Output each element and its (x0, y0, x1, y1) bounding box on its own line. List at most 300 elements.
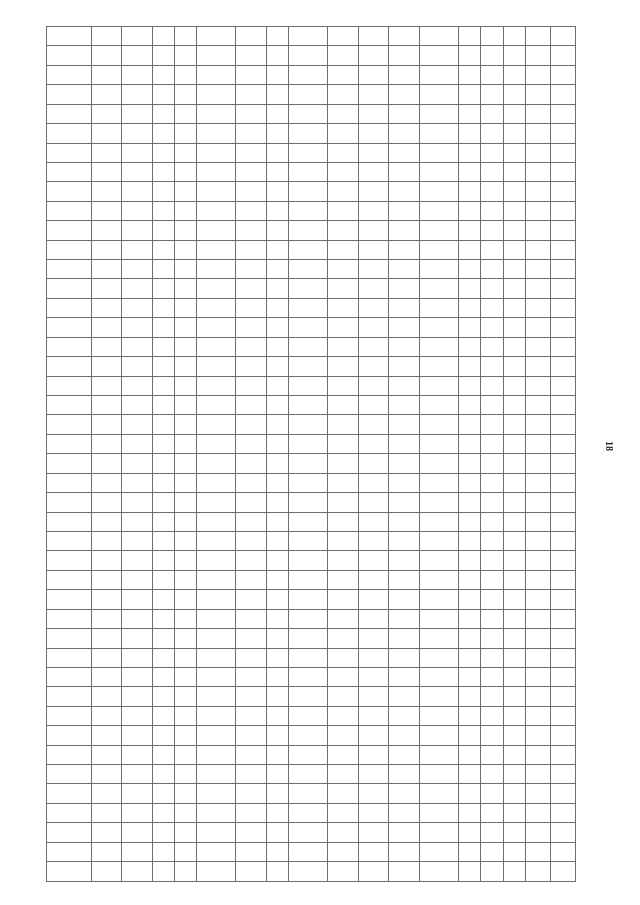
table-cell (481, 862, 503, 882)
table-cell (328, 221, 359, 240)
table-cell (152, 337, 174, 356)
table-cell (266, 124, 288, 143)
table-cell (122, 279, 153, 298)
table-cell (525, 27, 550, 46)
table-cell (503, 240, 525, 259)
table-cell (525, 434, 550, 453)
table-cell (152, 803, 174, 822)
table-cell (389, 706, 420, 725)
table-cell (122, 570, 153, 589)
table-cell (459, 512, 481, 531)
table-cell (420, 531, 459, 550)
table-cell (389, 162, 420, 181)
table-cell (481, 434, 503, 453)
table-cell (122, 46, 153, 65)
table-cell (91, 124, 122, 143)
table-cell (289, 376, 328, 395)
table-cell (420, 396, 459, 415)
table-cell (525, 551, 550, 570)
table-cell (459, 201, 481, 220)
table-cell (122, 221, 153, 240)
table-cell (197, 104, 236, 123)
table-cell (328, 279, 359, 298)
table-cell (289, 609, 328, 628)
table-cell (236, 143, 267, 162)
table-cell (420, 318, 459, 337)
table-cell (389, 240, 420, 259)
table-cell (236, 182, 267, 201)
table-cell (236, 551, 267, 570)
table-cell (47, 609, 92, 628)
table-cell (122, 823, 153, 842)
table-cell (389, 629, 420, 648)
table-cell (358, 745, 389, 764)
table-cell (358, 143, 389, 162)
table-cell (266, 182, 288, 201)
table-cell (459, 221, 481, 240)
table-cell (197, 862, 236, 882)
table-cell (91, 279, 122, 298)
table-cell (550, 551, 575, 570)
table-cell (266, 551, 288, 570)
table-cell (389, 667, 420, 686)
table-cell (389, 376, 420, 395)
table-cell (289, 551, 328, 570)
table-cell (503, 27, 525, 46)
table-cell (47, 279, 92, 298)
table-cell (152, 162, 174, 181)
table-cell (175, 27, 197, 46)
table-cell (420, 46, 459, 65)
table-cell (47, 260, 92, 279)
table-cell (503, 221, 525, 240)
table-cell (328, 124, 359, 143)
table-cell (266, 318, 288, 337)
table-cell (550, 726, 575, 745)
table-cell (525, 590, 550, 609)
table-cell (358, 473, 389, 492)
table-cell (550, 629, 575, 648)
table-cell (266, 823, 288, 842)
table-cell (289, 143, 328, 162)
table-cell (503, 46, 525, 65)
table-cell (152, 201, 174, 220)
table-row (47, 415, 576, 434)
table-cell (197, 570, 236, 589)
table-cell (175, 687, 197, 706)
table-cell (525, 415, 550, 434)
table-cell (175, 667, 197, 686)
table-cell (328, 687, 359, 706)
table-cell (152, 745, 174, 764)
table-cell (358, 570, 389, 589)
table-cell (289, 454, 328, 473)
table-cell (459, 667, 481, 686)
table-cell (503, 318, 525, 337)
table-cell (175, 201, 197, 220)
table-cell (197, 298, 236, 317)
table-cell (175, 745, 197, 764)
table-cell (152, 143, 174, 162)
table-cell (47, 124, 92, 143)
table-cell (197, 357, 236, 376)
table-cell (197, 726, 236, 745)
table-cell (122, 454, 153, 473)
table-cell (550, 279, 575, 298)
table-row (47, 279, 576, 298)
table-cell (289, 842, 328, 861)
table-row (47, 104, 576, 123)
table-cell (481, 570, 503, 589)
table-cell (289, 260, 328, 279)
table-cell (525, 376, 550, 395)
table-cell (525, 357, 550, 376)
table-cell (266, 240, 288, 259)
table-cell (503, 182, 525, 201)
table-cell (525, 667, 550, 686)
table-cell (358, 784, 389, 803)
table-cell (420, 337, 459, 356)
table-cell (122, 240, 153, 259)
table-cell (481, 629, 503, 648)
table-cell (91, 823, 122, 842)
table-cell (289, 221, 328, 240)
table-cell (152, 765, 174, 784)
table-row (47, 590, 576, 609)
table-cell (197, 629, 236, 648)
table-cell (459, 240, 481, 259)
table-cell (459, 648, 481, 667)
table-cell (389, 648, 420, 667)
table-cell (91, 221, 122, 240)
table-cell (459, 862, 481, 882)
table-cell (481, 337, 503, 356)
table-cell (550, 842, 575, 861)
table-cell (525, 687, 550, 706)
table-cell (289, 182, 328, 201)
table-cell (289, 240, 328, 259)
table-cell (420, 512, 459, 531)
table-cell (328, 726, 359, 745)
table-cell (550, 124, 575, 143)
table-cell (358, 162, 389, 181)
table-cell (389, 745, 420, 764)
table-cell (328, 551, 359, 570)
table-cell (91, 745, 122, 764)
table-cell (459, 162, 481, 181)
table-cell (236, 706, 267, 725)
table-cell (358, 318, 389, 337)
table-cell (420, 706, 459, 725)
table-row (47, 726, 576, 745)
table-row (47, 124, 576, 143)
table-cell (236, 221, 267, 240)
table-cell (358, 396, 389, 415)
table-cell (420, 357, 459, 376)
table-cell (503, 65, 525, 84)
table-cell (236, 162, 267, 181)
table-cell (550, 65, 575, 84)
table-cell (152, 667, 174, 686)
table-cell (289, 46, 328, 65)
table-cell (459, 415, 481, 434)
table-cell (328, 201, 359, 220)
table-cell (289, 318, 328, 337)
table-cell (236, 823, 267, 842)
table-cell (236, 745, 267, 764)
table-cell (328, 415, 359, 434)
table-cell (550, 434, 575, 453)
table-cell (266, 842, 288, 861)
table-cell (420, 221, 459, 240)
table-cell (420, 240, 459, 259)
table-cell (389, 726, 420, 745)
table-cell (47, 570, 92, 589)
table-cell (459, 745, 481, 764)
table-cell (525, 473, 550, 492)
table-cell (420, 862, 459, 882)
table-cell (503, 765, 525, 784)
table-cell (358, 298, 389, 317)
table-cell (328, 512, 359, 531)
table-cell (328, 629, 359, 648)
table-cell (47, 473, 92, 492)
table-cell (481, 221, 503, 240)
table-cell (91, 260, 122, 279)
table-row (47, 473, 576, 492)
table-cell (328, 260, 359, 279)
table-row (47, 648, 576, 667)
table-cell (152, 842, 174, 861)
table-cell (503, 803, 525, 822)
table-cell (289, 726, 328, 745)
table-cell (175, 396, 197, 415)
table-cell (175, 842, 197, 861)
table-cell (152, 46, 174, 65)
table-cell (91, 337, 122, 356)
table-cell (47, 667, 92, 686)
table-cell (47, 551, 92, 570)
table-cell (503, 415, 525, 434)
table-cell (236, 726, 267, 745)
table-cell (289, 570, 328, 589)
table-cell (358, 27, 389, 46)
table-cell (266, 65, 288, 84)
table-cell (152, 473, 174, 492)
table-cell (47, 842, 92, 861)
table-cell (503, 609, 525, 628)
table-cell (47, 298, 92, 317)
table-cell (47, 512, 92, 531)
table-cell (175, 143, 197, 162)
table-cell (91, 629, 122, 648)
table-row (47, 512, 576, 531)
table-cell (481, 376, 503, 395)
table-cell (152, 357, 174, 376)
table-row (47, 784, 576, 803)
table-cell (236, 609, 267, 628)
table-cell (47, 85, 92, 104)
table-cell (550, 376, 575, 395)
table-cell (197, 823, 236, 842)
table-cell (481, 162, 503, 181)
table-cell (289, 279, 328, 298)
table-cell (47, 337, 92, 356)
table-cell (152, 706, 174, 725)
table-cell (459, 337, 481, 356)
table-cell (91, 648, 122, 667)
table-cell (328, 182, 359, 201)
table-cell (266, 337, 288, 356)
table-cell (289, 823, 328, 842)
table-cell (91, 842, 122, 861)
table-cell (266, 434, 288, 453)
table-cell (152, 434, 174, 453)
table-cell (550, 415, 575, 434)
table-cell (420, 434, 459, 453)
table-cell (122, 629, 153, 648)
table-cell (289, 706, 328, 725)
table-cell (122, 357, 153, 376)
table-cell (197, 765, 236, 784)
table-cell (459, 706, 481, 725)
table-cell (47, 590, 92, 609)
table-cell (389, 551, 420, 570)
table-cell (47, 454, 92, 473)
table-cell (175, 434, 197, 453)
table-cell (236, 27, 267, 46)
table-cell (91, 454, 122, 473)
table-cell (525, 201, 550, 220)
table-cell (266, 46, 288, 65)
table-cell (358, 687, 389, 706)
table-cell (459, 318, 481, 337)
table-cell (358, 842, 389, 861)
table-cell (175, 182, 197, 201)
table-cell (91, 143, 122, 162)
table-cell (91, 201, 122, 220)
table-cell (122, 143, 153, 162)
table-cell (481, 201, 503, 220)
table-cell (481, 531, 503, 550)
table-cell (152, 726, 174, 745)
table-cell (420, 570, 459, 589)
table-cell (266, 765, 288, 784)
table-row (47, 823, 576, 842)
table-cell (236, 784, 267, 803)
table-cell (481, 85, 503, 104)
table-cell (47, 104, 92, 123)
table-cell (503, 629, 525, 648)
table-cell (389, 201, 420, 220)
table-cell (122, 27, 153, 46)
table-row (47, 493, 576, 512)
table-cell (236, 803, 267, 822)
table-cell (358, 124, 389, 143)
table-cell (481, 415, 503, 434)
table-cell (503, 551, 525, 570)
table-cell (389, 784, 420, 803)
table-cell (47, 65, 92, 84)
table-cell (289, 862, 328, 882)
table-cell (91, 590, 122, 609)
table-cell (289, 667, 328, 686)
table-row (47, 201, 576, 220)
table-cell (47, 221, 92, 240)
table-cell (289, 85, 328, 104)
table-cell (420, 104, 459, 123)
table-cell (236, 357, 267, 376)
table-cell (152, 493, 174, 512)
table-cell (550, 823, 575, 842)
table-cell (175, 279, 197, 298)
table-cell (525, 493, 550, 512)
table-cell (91, 376, 122, 395)
table-cell (197, 434, 236, 453)
table-cell (525, 104, 550, 123)
table-cell (91, 531, 122, 550)
table-row (47, 46, 576, 65)
table-cell (236, 531, 267, 550)
table-cell (152, 396, 174, 415)
table-cell (328, 473, 359, 492)
table-cell (503, 706, 525, 725)
table-cell (459, 570, 481, 589)
table-cell (197, 609, 236, 628)
table-cell (122, 512, 153, 531)
table-cell (328, 765, 359, 784)
table-row (47, 396, 576, 415)
table-cell (525, 65, 550, 84)
table-row (47, 65, 576, 84)
table-cell (503, 396, 525, 415)
table-cell (459, 842, 481, 861)
table-cell (47, 46, 92, 65)
table-cell (197, 803, 236, 822)
table-cell (503, 687, 525, 706)
table-cell (266, 493, 288, 512)
table-cell (328, 357, 359, 376)
table-cell (236, 318, 267, 337)
table-cell (152, 512, 174, 531)
table-cell (481, 590, 503, 609)
table-cell (358, 803, 389, 822)
table-cell (152, 823, 174, 842)
table-cell (389, 590, 420, 609)
table-cell (525, 745, 550, 764)
table-cell (481, 551, 503, 570)
table-row (47, 337, 576, 356)
table-cell (525, 823, 550, 842)
table-cell (197, 65, 236, 84)
table-cell (358, 765, 389, 784)
table-cell (459, 396, 481, 415)
table-cell (420, 143, 459, 162)
table-cell (197, 337, 236, 356)
table-cell (525, 842, 550, 861)
table-cell (266, 473, 288, 492)
table-cell (503, 862, 525, 882)
table-cell (389, 27, 420, 46)
table-cell (175, 85, 197, 104)
table-cell (481, 143, 503, 162)
table-cell (122, 201, 153, 220)
table-cell (122, 493, 153, 512)
table-row (47, 27, 576, 46)
table-cell (420, 201, 459, 220)
table-cell (266, 590, 288, 609)
table-cell (175, 648, 197, 667)
